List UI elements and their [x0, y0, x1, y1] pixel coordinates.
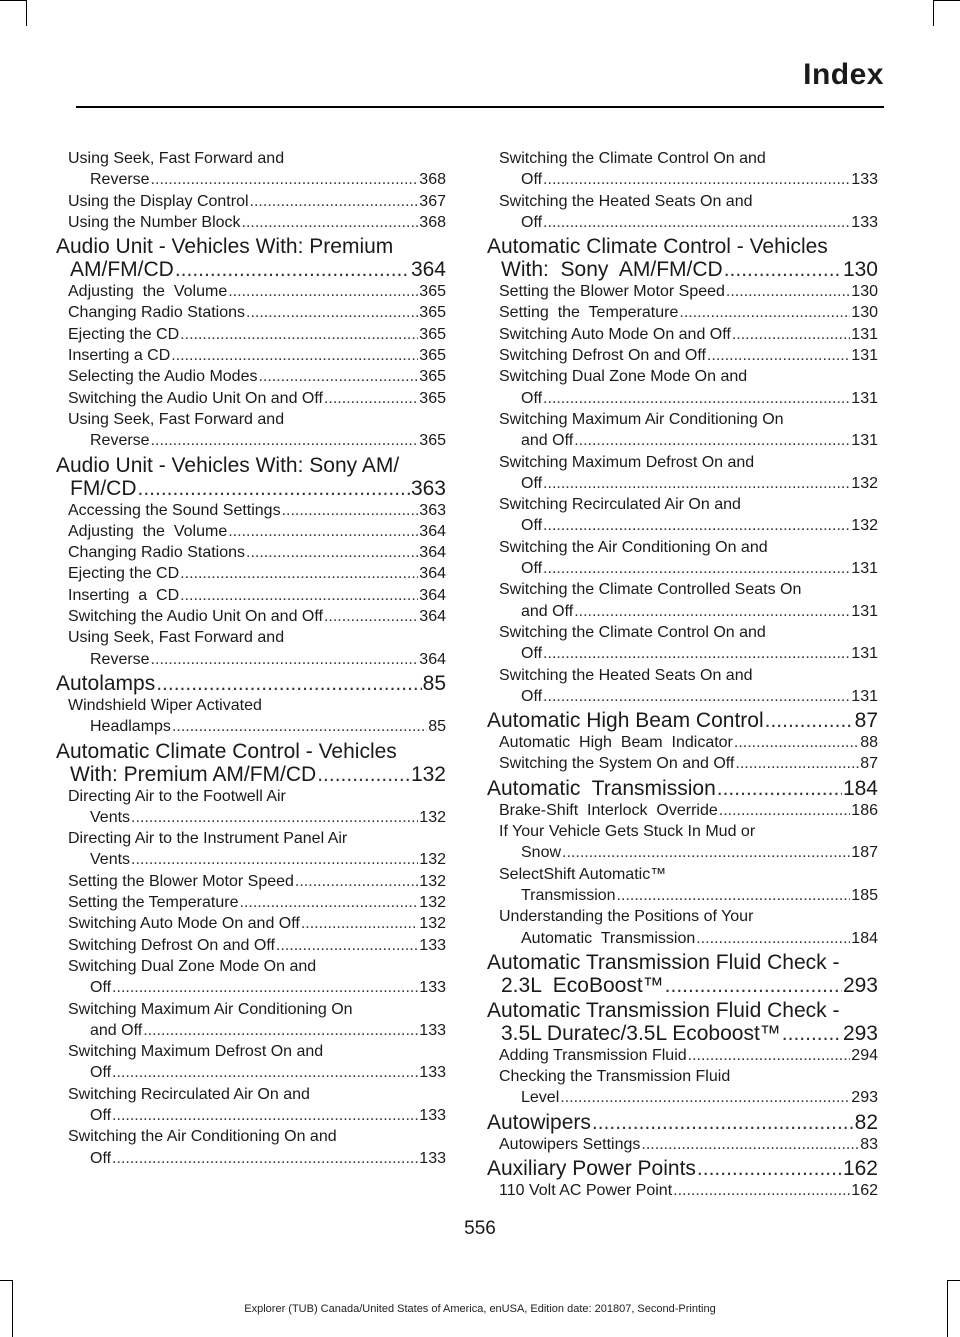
index-entry-text: If Your Vehicle Gets Stuck In Mud or: [499, 823, 756, 841]
index-column-right: [487, 148, 878, 1201]
dot-leader: [143, 1020, 418, 1041]
index-page-ref[interactable]: 131: [851, 687, 878, 705]
index-sub-entry: [56, 871, 446, 892]
index-page-ref[interactable]: 162: [851, 1181, 878, 1199]
index-sub-entry: [56, 345, 446, 366]
dot-leader: [543, 388, 850, 409]
index-page-ref[interactable]: 365: [419, 432, 446, 450]
dot-leader: [574, 430, 850, 451]
dot-leader: [543, 473, 850, 494]
dot-leader: [717, 777, 842, 800]
index-entry-text: Switching Maximum Air Conditioning On: [68, 1000, 353, 1018]
index-entry-text: Inserting a CD: [68, 586, 180, 604]
crop-mark: [933, 0, 934, 26]
index-entry-text: Automatic High Beam Indicator: [499, 734, 733, 752]
index-sub-entry: [487, 345, 878, 366]
index-page-ref[interactable]: 87: [854, 709, 878, 733]
index-entry-text: Checking the Transmission Fluid: [499, 1068, 731, 1086]
index-entry-text: Off: [521, 687, 543, 705]
index-heading-entry: [487, 709, 878, 732]
index-page-ref[interactable]: 184: [851, 929, 878, 947]
index-sub-entry: [487, 191, 878, 234]
index-entry-text: Switching Defrost On and Off: [499, 347, 706, 365]
index-page-ref[interactable]: 85: [422, 671, 446, 695]
index-entry-text: Auxiliary Power Points: [487, 1156, 696, 1180]
index-sub-entry: [56, 148, 446, 191]
index-entry-text: Off: [90, 1149, 112, 1167]
dot-leader: [543, 686, 850, 707]
dot-leader: [562, 842, 850, 863]
index-page-ref[interactable]: 132: [419, 915, 446, 933]
index-sub-entry: [487, 366, 878, 409]
index-page-ref[interactable]: 364: [419, 608, 446, 626]
index-entry-text: 110 Volt AC Power Point: [499, 1181, 673, 1199]
index-entry-text: 3.5L Duratec/3.5L Ecoboost™: [501, 1021, 781, 1045]
index-entry-text: Changing Radio Stations: [68, 544, 246, 562]
index-entry-text: Reverse: [90, 432, 150, 450]
index-entry-text: Automatic Climate Control - Vehicles: [487, 235, 828, 259]
index-sub-entry: [56, 956, 446, 999]
index-page-ref[interactable]: 368: [419, 171, 446, 189]
index-page-ref[interactable]: 133: [419, 979, 446, 997]
index-entry-text: Directing Air to the Instrument Panel Air: [68, 830, 348, 848]
index-page-ref[interactable]: 131: [851, 645, 878, 663]
index-page-ref[interactable]: 293: [842, 1021, 878, 1045]
dot-leader: [301, 913, 418, 934]
index-sub-entry: [56, 935, 446, 956]
index-sub-entry: [56, 606, 446, 627]
index-page-ref[interactable]: 83: [860, 1135, 878, 1153]
dot-leader: [131, 807, 418, 828]
index-sub-entry: [56, 191, 446, 212]
index-entry-text: Automatic Transmission Fluid Check -: [487, 950, 840, 974]
index-entry-text: 2.3L EcoBoost™: [501, 973, 664, 997]
dot-leader: [112, 1105, 418, 1126]
index-sub-entry: [56, 828, 446, 871]
dot-leader: [688, 1045, 851, 1066]
index-page-ref[interactable]: 365: [419, 389, 446, 407]
dot-leader: [112, 1062, 418, 1083]
dot-leader: [228, 521, 418, 542]
index-entry-text: Automatic Transmission: [487, 776, 716, 800]
index-entry-text: Understanding the Positions of Your: [499, 908, 754, 926]
index-page-ref[interactable]: 364: [419, 544, 446, 562]
index-entry-text: Automatic Climate Control - Vehicles: [56, 739, 397, 763]
dot-leader: [765, 709, 854, 732]
index-sub-entry: [56, 627, 446, 670]
index-entry-text: Off: [90, 1064, 112, 1082]
index-entry-text: Switching Maximum Air Conditioning On: [499, 410, 784, 428]
index-entry-text: Vents: [90, 808, 131, 826]
index-page-ref[interactable]: 133: [419, 1149, 446, 1167]
index-entry-text: Switching Dual Zone Mode On and: [68, 957, 317, 975]
dot-leader: [171, 345, 418, 366]
index-sub-entry: [56, 786, 446, 829]
index-sub-entry: [487, 622, 878, 665]
index-entry-text: Switching Maximum Defrost On and: [499, 453, 755, 471]
index-page-ref[interactable]: 364: [419, 522, 446, 540]
index-heading-entry: [56, 454, 446, 500]
index-entry-text: Switching the Climate Controlled Seats On: [499, 581, 802, 599]
dot-leader: [295, 871, 418, 892]
dot-leader: [697, 1157, 842, 1180]
index-entry-text: Off: [521, 213, 543, 231]
index-page-ref[interactable]: 364: [419, 586, 446, 604]
index-entry-text: Audio Unit - Vehicles With: Sony AM/: [56, 453, 400, 477]
index-page-ref[interactable]: 364: [410, 258, 446, 282]
crop-mark: [0, 1280, 12, 1281]
index-page-ref[interactable]: 133: [419, 1064, 446, 1082]
dot-leader: [131, 849, 418, 870]
dot-leader: [732, 324, 850, 345]
dot-leader: [228, 281, 418, 302]
index-sub-entry: [56, 281, 446, 302]
index-entry-text: With: Sony AM/FM/CD: [501, 258, 723, 282]
dot-leader: [276, 935, 418, 956]
index-sub-entry: [487, 665, 878, 708]
index-sub-entry: [56, 366, 446, 387]
dot-leader: [239, 892, 418, 913]
index-entry-text: With: Premium AM/FM/CD: [70, 762, 317, 786]
dot-leader: [665, 974, 842, 997]
index-entry-text: Adding Transmission Fluid: [499, 1046, 687, 1064]
index-entry-text: Switching Recirculated Air On and: [68, 1085, 310, 1103]
index-sub-entry: [56, 695, 446, 738]
index-page-ref[interactable]: 133: [419, 1021, 446, 1039]
index-entry-text: Off: [521, 517, 543, 535]
index-sub-entry: [56, 212, 446, 233]
index-sub-entry: [487, 281, 878, 302]
dot-leader: [617, 885, 851, 906]
index-entry-text: Using Seek, Fast Forward and: [68, 410, 285, 428]
index-entry-text: Switching the System On and Off: [499, 755, 735, 773]
index-entry-text: Windshield Wiper Activated: [68, 696, 262, 714]
dot-leader: [151, 169, 419, 190]
index-heading-entry: [487, 235, 878, 281]
index-heading-entry: [56, 235, 446, 281]
index-sub-entry: [56, 1084, 446, 1127]
index-entry-text: Switching the Heated Seats On and: [499, 666, 753, 684]
index-page-ref[interactable]: 85: [428, 718, 446, 736]
index-heading-entry: [487, 1157, 878, 1180]
index-sub-entry: [487, 1134, 878, 1155]
index-page-ref[interactable]: 365: [419, 368, 446, 386]
index-sub-entry: [56, 302, 446, 323]
index-page-ref[interactable]: 131: [851, 560, 878, 578]
index-sub-entry: [56, 542, 446, 563]
dot-leader: [180, 324, 418, 345]
index-sub-entry: [56, 913, 446, 934]
index-sub-entry: [56, 388, 446, 409]
index-entry-text: Vents: [90, 851, 131, 869]
index-entry-text: Setting the Blower Motor Speed: [499, 283, 725, 301]
index-entry-text: Ejecting the CD: [68, 325, 180, 343]
index-entry-text: Setting the Temperature: [499, 304, 679, 322]
index-entry-text: Off: [521, 560, 543, 578]
index-sub-entry: [487, 579, 878, 622]
dot-leader: [592, 1111, 854, 1134]
index-page-ref[interactable]: 186: [851, 801, 878, 819]
dot-leader: [543, 169, 850, 190]
index-entry-text: Using Seek, Fast Forward and: [68, 150, 285, 167]
index-entry-text: Autolamps: [56, 671, 156, 695]
index-sub-entry: [56, 999, 446, 1042]
dot-leader: [641, 1134, 859, 1155]
index-entry-text: Brake-Shift Interlock Override: [499, 801, 718, 819]
index-entry-text: Switching Maximum Defrost On and: [68, 1043, 324, 1061]
dot-leader: [258, 366, 418, 387]
index-entry-text: Directing Air to the Footwell Air: [68, 787, 286, 805]
index-entry-text: Audio Unit - Vehicles With: Premium: [56, 235, 394, 259]
index-entry-text: Switching the Heated Seats On and: [499, 192, 753, 210]
crop-mark: [934, 0, 960, 1]
index-column-left: [56, 148, 446, 1169]
index-sub-entry: [487, 537, 878, 580]
index-sub-entry: [487, 800, 878, 821]
index-page-ref[interactable]: 185: [851, 886, 878, 904]
index-sub-entry: [56, 1126, 446, 1169]
index-sub-entry: [56, 585, 446, 606]
index-sub-entry: [487, 1180, 878, 1201]
index-entry-text: Switching the Audio Unit On and Off: [68, 389, 323, 407]
index-page-ref[interactable]: 131: [851, 347, 878, 365]
index-entry-text: SelectShift Automatic™: [499, 865, 667, 883]
index-entry-text: Switching Defrost On and Off: [68, 936, 275, 954]
index-entry-text: Switching the Air Conditioning On and: [68, 1128, 337, 1146]
index-page-ref[interactable]: 187: [851, 844, 878, 862]
dot-leader: [282, 500, 419, 521]
index-page-ref[interactable]: 132: [851, 517, 878, 535]
index-page-ref[interactable]: 162: [842, 1156, 878, 1180]
index-sub-entry: [487, 821, 878, 864]
index-page-ref[interactable]: 293: [851, 1089, 878, 1107]
index-entry-text: Switching the Audio Unit On and Off: [68, 608, 323, 626]
index-entry-text: Accessing the Sound Settings: [68, 501, 281, 519]
dot-leader: [180, 563, 418, 584]
dot-leader: [543, 515, 850, 536]
dot-leader: [250, 191, 419, 212]
page-title: Index: [803, 58, 884, 91]
index-sub-entry: [487, 1045, 878, 1066]
dot-leader: [151, 649, 419, 670]
index-page-ref[interactable]: 133: [419, 1106, 446, 1124]
index-page-ref[interactable]: 363: [419, 501, 446, 519]
index-page-ref[interactable]: 367: [419, 192, 446, 210]
index-entry-text: Switching Auto Mode On and Off: [499, 325, 731, 343]
index-page-ref[interactable]: 130: [851, 283, 878, 301]
index-page-ref[interactable]: 293: [842, 973, 878, 997]
index-page-ref[interactable]: 133: [851, 171, 878, 189]
index-entry-text: Adjusting the Volume: [68, 522, 228, 540]
index-sub-entry: [56, 521, 446, 542]
index-page-ref[interactable]: 88: [860, 734, 878, 752]
index-sub-entry: [487, 906, 878, 949]
index-entry-text: Snow: [521, 844, 562, 862]
index-page-ref[interactable]: 133: [419, 936, 446, 954]
index-entry-text: and Off: [521, 602, 574, 620]
index-page-ref[interactable]: 132: [419, 851, 446, 869]
dot-leader: [172, 716, 427, 737]
dot-leader: [175, 258, 410, 281]
index-page-ref[interactable]: 132: [419, 894, 446, 912]
index-page-ref[interactable]: 131: [851, 602, 878, 620]
dot-leader: [696, 928, 850, 949]
index-heading-entry: [487, 951, 878, 997]
index-entry-text: Headlamps: [90, 718, 171, 736]
index-entry-text: Off: [521, 474, 543, 492]
index-entry-text: Autowipers: [487, 1110, 591, 1134]
index-page-ref[interactable]: 132: [410, 762, 446, 786]
dot-leader: [719, 800, 851, 821]
dot-leader: [724, 258, 842, 281]
crop-mark: [26, 0, 27, 26]
dot-leader: [543, 558, 850, 579]
index-sub-entry: [487, 324, 878, 345]
dot-leader: [242, 212, 419, 233]
index-entry-text: Automatic Transmission: [521, 929, 696, 947]
index-sub-entry: [487, 864, 878, 907]
index-entry-text: AM/FM/CD: [70, 258, 174, 282]
index-sub-entry: [487, 148, 878, 191]
index-sub-entry: [56, 1041, 446, 1084]
index-page-ref[interactable]: 132: [419, 808, 446, 826]
dot-leader: [574, 601, 850, 622]
index-heading-entry: [487, 777, 878, 800]
index-sub-entry: [56, 563, 446, 584]
index-page-ref[interactable]: 365: [419, 304, 446, 322]
index-entry-text: Selecting the Audio Modes: [68, 368, 258, 386]
index-entry-text: Switching the Climate Control On and: [499, 150, 766, 167]
dot-leader: [246, 302, 418, 323]
index-sub-entry: [56, 409, 446, 452]
crop-mark: [948, 1280, 960, 1281]
index-sub-entry: [487, 753, 878, 774]
index-page-ref[interactable]: 131: [851, 432, 878, 450]
index-page-ref[interactable]: 131: [851, 325, 878, 343]
index-page-ref[interactable]: 131: [851, 389, 878, 407]
index-page-ref[interactable]: 133: [851, 213, 878, 231]
footer-edition-text: Explorer (TUB) Canada/United States of America, enUSA, Edition date: 201807, Second-Printing: [244, 1303, 716, 1315]
index-entry-text: Automatic Transmission Fluid Check -: [487, 998, 840, 1022]
index-entry-text: Automatic High Beam Control: [487, 709, 764, 733]
index-page-ref[interactable]: 184: [842, 776, 878, 800]
index-heading-entry: [487, 999, 878, 1045]
index-entry-text: Switching Dual Zone Mode On and: [499, 368, 748, 386]
index-entry-text: Switching Recirculated Air On and: [499, 496, 741, 514]
index-page-ref[interactable]: 364: [419, 650, 446, 668]
index-entry-text: Switching Auto Mode On and Off: [68, 915, 300, 933]
dot-leader: [735, 753, 859, 774]
index-sub-entry: [56, 892, 446, 913]
index-page-ref[interactable]: 364: [419, 565, 446, 583]
dot-leader: [543, 643, 850, 664]
index-sub-entry: [56, 324, 446, 345]
index-entry-text: Off: [521, 171, 543, 189]
dot-leader: [180, 585, 418, 606]
index-entry-text: Off: [521, 645, 543, 663]
dot-leader: [543, 212, 850, 233]
index-sub-entry: [487, 1066, 878, 1109]
dot-leader: [138, 477, 410, 500]
dot-leader: [673, 1180, 850, 1201]
index-page-ref[interactable]: 363: [410, 476, 446, 500]
dot-leader: [317, 763, 410, 786]
dot-leader: [726, 281, 850, 302]
index-page-ref[interactable]: 294: [851, 1046, 878, 1064]
index-sub-entry: [487, 494, 878, 537]
index-heading-entry: [56, 672, 446, 695]
dot-leader: [782, 1022, 842, 1045]
index-entry-text: Adjusting the Volume: [68, 283, 228, 301]
index-entry-text: Setting the Temperature: [68, 894, 239, 912]
dot-leader: [707, 345, 850, 366]
index-entry-text: Transmission: [521, 886, 616, 904]
index-entry-text: Switching the Air Conditioning On and: [499, 538, 768, 556]
page-number: 556: [464, 1218, 496, 1239]
index-entry-text: Switching the Climate Control On and: [499, 623, 766, 641]
index-page-ref[interactable]: 368: [419, 213, 446, 231]
index-page-ref[interactable]: 365: [419, 347, 446, 365]
index-entry-text: Using the Number Block: [68, 213, 241, 231]
index-page-ref[interactable]: 365: [419, 283, 446, 301]
index-entry-text: FM/CD: [70, 476, 137, 500]
dot-leader: [734, 732, 859, 753]
index-page-ref[interactable]: 130: [851, 304, 878, 322]
index-entry-text: Autowipers Settings: [499, 1135, 641, 1153]
index-page-ref[interactable]: 132: [419, 872, 446, 890]
dot-leader: [679, 302, 850, 323]
index-entry-text: Using the Display Control: [68, 192, 249, 210]
index-entry-text: Off: [521, 389, 543, 407]
dot-leader: [324, 388, 418, 409]
index-page-ref[interactable]: 82: [854, 1110, 878, 1134]
index-entry-text: and Off: [521, 432, 574, 450]
index-sub-entry: [487, 409, 878, 452]
index-entry-text: Reverse: [90, 171, 150, 189]
index-entry-text: Off: [90, 979, 112, 997]
index-sub-entry: [56, 500, 446, 521]
index-entry-text: Using Seek, Fast Forward and: [68, 629, 285, 647]
index-sub-entry: [487, 452, 878, 495]
dot-leader: [246, 542, 418, 563]
dot-leader: [112, 1148, 418, 1169]
index-page-ref[interactable]: 87: [860, 755, 878, 773]
index-page-ref[interactable]: 130: [842, 258, 878, 282]
index-heading-entry: [487, 1111, 878, 1134]
index-page-ref[interactable]: 132: [851, 474, 878, 492]
index-entry-text: Inserting a CD: [68, 347, 171, 365]
dot-leader: [151, 430, 419, 451]
index-heading-entry: [56, 740, 446, 786]
index-entry-text: Setting the Blower Motor Speed: [68, 872, 294, 890]
index-entry-text: Ejecting the CD: [68, 565, 180, 583]
index-entry-text: and Off: [90, 1021, 143, 1039]
index-entry-text: Reverse: [90, 650, 150, 668]
index-sub-entry: [487, 302, 878, 323]
dot-leader: [112, 977, 418, 998]
index-page-ref[interactable]: 365: [419, 325, 446, 343]
dot-leader: [560, 1087, 850, 1108]
index-entry-text: Level: [521, 1089, 560, 1107]
crop-mark: [0, 0, 26, 1]
dot-leader: [324, 606, 418, 627]
header-divider: [76, 106, 884, 108]
index-sub-entry: [487, 732, 878, 753]
dot-leader: [156, 672, 421, 695]
index-entry-text: Off: [90, 1106, 112, 1124]
index-entry-text: Changing Radio Stations: [68, 304, 246, 322]
